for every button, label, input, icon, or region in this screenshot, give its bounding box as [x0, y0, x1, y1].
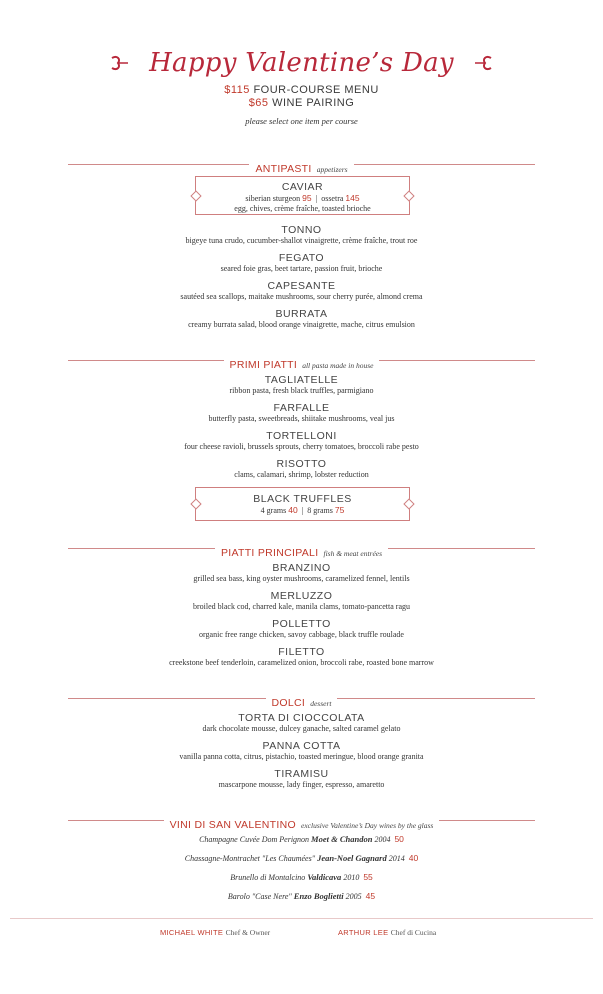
section-title: PRIMI PIATTI: [229, 359, 298, 371]
price: 75: [334, 505, 345, 515]
truffles-box: [195, 487, 410, 521]
item-name: TAGLIATELLE: [264, 374, 339, 386]
menu-item: [0, 740, 603, 762]
item-name: POLLETTO: [272, 618, 331, 630]
wine-item: Barolo "Case Nere" Enzo Boglietti 2005 45: [227, 891, 376, 901]
chef-role: Chef & Owner: [225, 928, 271, 937]
price: 50: [394, 834, 404, 844]
item-name: TONNO: [281, 224, 322, 236]
item-name: BLACK TRUFFLES: [253, 493, 352, 505]
caviar-box: [195, 176, 410, 215]
item-name: CAVIAR: [281, 181, 324, 193]
menu-item: [0, 618, 603, 640]
wine-price: $65: [248, 97, 269, 109]
item-description: seared foie gras, beet tartare, passion fruit, brioche: [220, 264, 383, 273]
price: 55: [363, 872, 373, 882]
item-description: four cheese ravioli, brussels sprouts, cherry tomatoes, broccoli rabe pesto: [184, 442, 419, 451]
item-description: broiled black cod, charred kale, manila clams, tomato-pancetta ragu: [192, 602, 410, 611]
item-description: butterfly pasta, sweetbreads, shiitake mushrooms, veal jus: [208, 414, 395, 423]
item-description: mascarpone mousse, lady finger, espresso, amaretto: [218, 780, 385, 789]
price: 45: [365, 891, 376, 901]
section-antipasti: [0, 157, 603, 175]
item-name: TORTELLONI: [266, 430, 337, 442]
section-dolci: [0, 691, 603, 709]
item-name: TORTA DI CIOCCOLATA: [238, 712, 365, 724]
section-subtitle: all pasta made in house: [302, 361, 374, 370]
price: 145: [345, 193, 360, 203]
wine-producer: Moet & Chandon: [311, 834, 373, 844]
menu-item: [0, 224, 603, 246]
item-description: dark chocolate mousse, dulcey ganache, salted caramel gelato: [202, 724, 401, 733]
wine-item: Champagne Cuvée Dom Perignon Moet & Chandon 2004 50: [199, 834, 404, 844]
menu-header: [0, 48, 603, 126]
wine-producer: Jean-Noel Gagnard: [317, 853, 387, 863]
price: 40: [408, 853, 419, 863]
item-description: clams, calamari, shrimp, lobster reduction: [234, 470, 369, 479]
item-description: sautéed sea scallops, maitake mushrooms, sour cherry purée, almond crema: [180, 292, 423, 301]
item-description: ribbon pasta, fresh black truffles, parmigiano: [229, 386, 374, 395]
chef-role: Chef di Cucina: [390, 928, 437, 937]
footer-divider: [10, 918, 593, 919]
wine-item: Chassagne-Montrachet "Les Chaumées" Jean-Noel Gagnard 2014 40: [184, 853, 419, 863]
item-name: TIRAMISU: [274, 768, 329, 780]
chef-name: MICHAEL WHITE: [160, 928, 224, 937]
menu-item: [0, 252, 603, 274]
left-heart-ornament-icon: [109, 52, 131, 74]
menu-item: [0, 308, 603, 330]
section-title: PIATTI PRINCIPALI: [220, 547, 319, 559]
section-title: ANTIPASTI: [255, 163, 312, 175]
caviar-options: siberian sturgeon 95 | ossetra 145: [245, 193, 360, 203]
right-heart-ornament-icon: [472, 52, 494, 74]
section-subtitle: dessert: [310, 699, 332, 708]
page-title: Happy Valentine’s Day: [149, 48, 454, 78]
item-name: MERLUZZO: [270, 590, 333, 602]
section-title: VINI DI SAN VALENTINO: [169, 819, 296, 831]
instruction-text: please select one item per course: [245, 116, 358, 126]
chef-credit: [338, 928, 436, 937]
menu-label: FOUR-COURSE MENU: [253, 84, 379, 96]
menu-item: [0, 562, 603, 584]
wine-producer: Valdicava: [307, 872, 342, 882]
wine-item: Brunello di Montalcino Valdicava 2010 55: [230, 872, 373, 882]
menu-item: [0, 458, 603, 480]
section-vini: [0, 813, 603, 831]
menu-item: [0, 430, 603, 452]
wine-producer: Enzo Boglietti: [293, 891, 344, 901]
item-name: FILETTO: [278, 646, 325, 658]
section-subtitle: fish & meat entrées: [323, 549, 383, 558]
item-description: egg, chives, crème fraîche, toasted brioche: [234, 204, 371, 213]
item-description: organic free range chicken, savoy cabbage, black truffle roulade: [199, 630, 404, 639]
menu-item: [0, 280, 603, 302]
chef-name: ARTHUR LEE: [338, 928, 389, 937]
section-subtitle: appetizers: [316, 165, 348, 174]
menu-item: [0, 712, 603, 734]
item-description: creekstone beef tenderloin, caramelized onion, broccoli rabe, roasted bone marrow: [169, 658, 434, 667]
item-description: grilled sea bass, king oyster mushrooms, caramelized fennel, lentils: [193, 574, 410, 583]
section-title: DOLCI: [271, 697, 306, 709]
wine-label: WINE PAIRING: [272, 97, 355, 109]
truffle-options: 4 grams 40 | 8 grams 75: [260, 505, 345, 515]
chef-credit: [160, 928, 270, 937]
price: 40: [288, 505, 298, 515]
item-name: BURRATA: [275, 308, 328, 320]
item-name: FEGATO: [278, 252, 325, 264]
menu-item: [0, 590, 603, 612]
item-description: bigeye tuna crudo, cucumber-shallot vinaigrette, crème fraîche, trout roe: [185, 236, 418, 245]
item-name: BRANZINO: [272, 562, 331, 574]
item-name: PANNA COTTA: [262, 740, 341, 752]
item-description: creamy burrata salad, blood orange vinaigrette, mache, citrus emulsion: [188, 320, 415, 329]
item-name: FARFALLE: [273, 402, 330, 414]
wine-price-line: [0, 97, 603, 110]
item-description: vanilla panna cotta, citrus, pistachio, toasted meringue, blood orange granita: [179, 752, 424, 761]
item-name: RISOTTO: [276, 458, 327, 470]
menu-price: $115: [224, 84, 250, 96]
item-name: CAPESANTE: [267, 280, 336, 292]
menu-item: [0, 768, 603, 790]
price: 95: [302, 193, 312, 203]
menu-item: [0, 402, 603, 424]
section-primi: [0, 353, 603, 371]
menu-item: [0, 374, 603, 396]
menu-item: [0, 646, 603, 668]
section-subtitle: exclusive Valentine’s Day wines by the glass: [301, 821, 434, 830]
section-principali: [0, 541, 603, 559]
menu-price-line: [0, 84, 603, 97]
